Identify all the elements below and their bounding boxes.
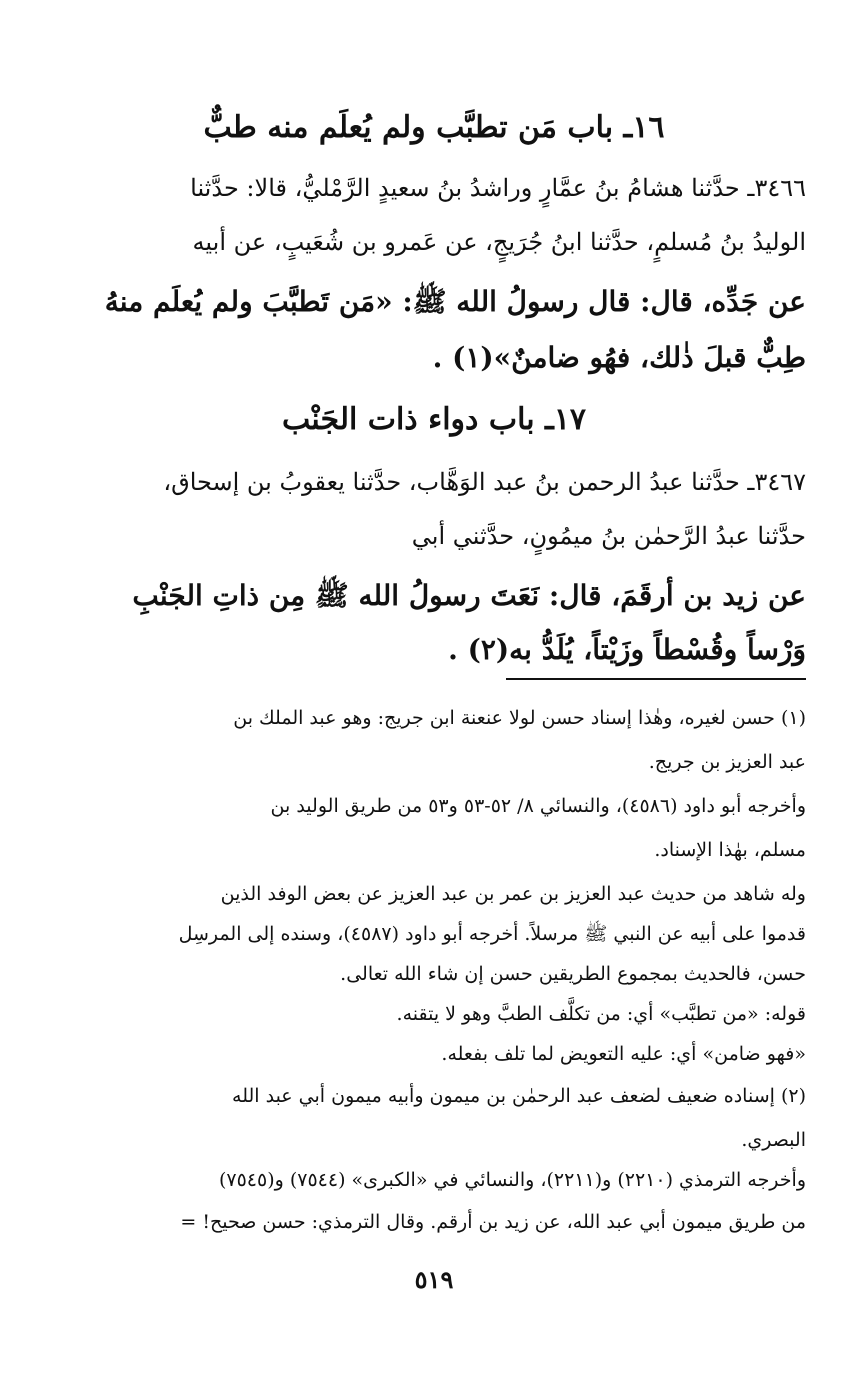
hadith-3467-isnad-line-2: حدَّثنا عبدُ الرَّحمٰن بنُ ميمُونٍ، حدَّثني أبي [411,522,806,550]
footnote-line: وأخرجه أبو داود (٤٥٨٦)، والنسائي ٨/ ٥٢-٥٣ و٥٣ من طريق الوليد بن [270,795,806,817]
footnote-line: «فهو ضامن» أي: عليه التعويض لما تلف بفعله. [441,1043,806,1065]
hadith-3467-isnad-line-1: ٣٤٦٧ـ حدَّثنا عبدُ الرحمن بنُ عبد الوَهَّاب، حدَّثنا يعقوبُ بن إسحاق، [163,468,806,496]
page-number: ٥١٩ [414,1265,454,1294]
footnote-line: مسلم، بهٰذا الإسناد. [654,839,806,861]
footnote-line: قدموا على أبيه عن النبي ﷺ مرسلاً. أخرجه أبو داود (٤٥٨٧)، وسنده إلى المرسِل [178,923,806,945]
hadith-3466-isnad-line-1: ٣٤٦٦ـ حدَّثنا هشامُ بنُ عمَّارٍ وراشدُ بنُ سعيدٍ الرَّمْليُّ، قالا: حدَّثنا [190,174,806,202]
footnote-line: من طريق ميمون أبي عبد الله، عن زيد بن أرقم. وقال الترمذي: حسن صحيح! = [180,1211,806,1233]
hadith-3467-matn-line-1: عن زيد بن أرقَمَ، قال: نَعَتَ رسولُ الله ﷺ مِن ذاتِ الجَنْبِ [132,579,806,612]
footnote-line: عبد العزيز بن جريج. [648,751,806,773]
footnote-line: حسن، فالحديث بمجموع الطريقين حسن إن شاء الله تعالى. [340,963,806,985]
hadith-3467-matn-line-2: وَرْساً وقُسْطاً وزَيْتاً، يُلَدُّ به(٢) . [448,633,806,666]
footnote-line: وله شاهد من حديث عبد العزيز بن عمر بن عبد العزيز عن بعض الوفد الذين [220,883,806,905]
footnote-line: (٢) إسناده ضعيف لضعف عبد الرحمٰن بن ميمون وأبيه ميمون أبي عبد الله [232,1085,806,1107]
footnote-line: وأخرجه الترمذي (٢٢١٠) و(٢٢١١)، والنسائي في «الكبرى» (٧٥٤٤) و(٧٥٤٥) [218,1169,806,1191]
footnote-line: قوله: «من تطبَّب» أي: من تكلَّف الطبَّ وهو لا يتقنه. [396,1003,806,1025]
chapter-heading-17: ١٧ـ باب دواء ذات الجَنْب [281,402,587,437]
footnote-line: (١) حسن لغيره، وهٰذا إسناد حسن لولا عنعنة ابن جريج: وهو عبد الملك بن [233,707,806,729]
hadith-3466-matn-line-2: طِبٌّ قبلَ ذٰلك، فهُو ضامنٌ»(١) . [432,341,806,374]
hadith-3466-isnad-line-2: الوليدُ بنُ مُسلمٍ، حدَّثنا ابنُ جُرَيجٍ، عن عَمرو بن شُعَيبٍ، عن أبيه [192,228,806,256]
footnote-separator [506,678,806,680]
footnote-line: البصري. [741,1129,806,1151]
chapter-heading-16: ١٦ـ باب مَن تطبَّب ولم يُعلَم منه طبٌّ [203,110,665,145]
hadith-3466-matn-line-1: عن جَدِّه، قال: قال رسولُ الله ﷺ: «مَن تَطبَّبَ ولم يُعلَم منهُ [104,285,806,318]
